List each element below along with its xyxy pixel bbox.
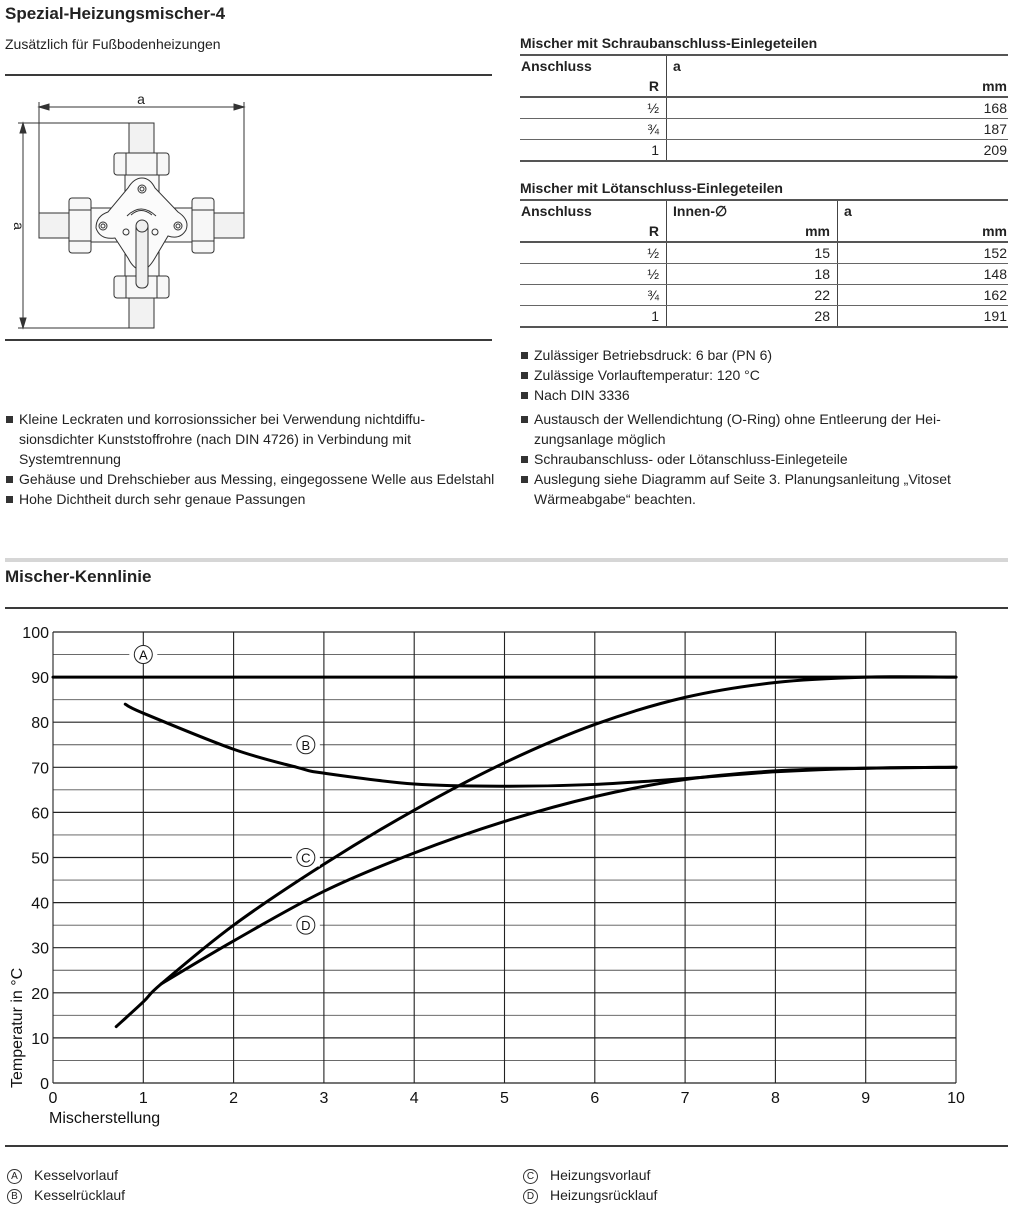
y-tick-label: 70 [31, 760, 49, 778]
y-tick-label: 50 [31, 850, 49, 868]
table-screw [520, 54, 1008, 162]
y-axis-label: Temperatur in °C [9, 967, 26, 1088]
col-unit-r: R [520, 221, 667, 242]
y-tick-label: 60 [31, 805, 49, 823]
cell-a: 168 [667, 97, 1009, 119]
x-tick-label: 8 [770, 1090, 780, 1107]
x-tick-label: 5 [500, 1090, 509, 1107]
x-tick-label: 7 [680, 1090, 690, 1107]
feature-item: Gehäuse und Drehschieber aus Messing, eingegossene Welle aus Edelstahl [5, 469, 497, 489]
y-tick-label: 0 [40, 1076, 49, 1093]
legend-label: Kesselrücklauf [34, 1187, 126, 1203]
col-header-innen-d: Innen-∅ [667, 200, 838, 221]
y-tick-label: 80 [31, 715, 49, 733]
col-unit-mm: mm [667, 76, 1009, 97]
x-tick-label: 2 [229, 1090, 239, 1107]
table-screw-title: Mischer mit Schraubanschluss-Einlegeteilen [520, 35, 818, 51]
y-tick-label: 20 [31, 985, 49, 1003]
divider [5, 74, 492, 76]
series-c-line [116, 677, 956, 1027]
feature-item: Schraubanschluss- oder Lötanschluss-Einlegeteile [520, 449, 1010, 469]
cell-r: ¾ [520, 119, 667, 140]
legend-item-a [7, 1167, 118, 1184]
cell-r: ½ [520, 264, 667, 285]
series-d-tag: D [301, 918, 311, 934]
cell-a: 162 [838, 285, 1009, 306]
col-header-anschluss: Anschluss [521, 58, 592, 74]
legend-item-d [523, 1187, 657, 1204]
chart-section-title: Mischer-Kennlinie [5, 567, 152, 586]
cell-a: 152 [838, 242, 1009, 264]
divider [5, 607, 1008, 609]
divider [5, 1145, 1008, 1147]
feature-item: Nach DIN 3336 [520, 385, 1010, 405]
x-tick-label: 3 [319, 1090, 329, 1107]
cell-a: 187 [667, 119, 1009, 140]
table-row [520, 119, 1008, 140]
feature-item: Auslegung siehe Diagramm auf Seite 3. Planungsanleitung „Vitoset Wärmeabgabe“ beachten. [520, 469, 1010, 509]
series-b-tag: B [301, 737, 311, 753]
col-header-a: a [838, 200, 1009, 221]
mixer-drawing-svg [0, 82, 270, 338]
page-title: Spezial-Heizungsmischer-4 [5, 4, 226, 23]
cell-a: 191 [838, 306, 1009, 328]
section-separator [5, 558, 1008, 562]
feature-item: Kleine Leckraten und korrosionssicher bei Verwendung nichtdiffu-sionsdichter Kunststoffrohre (nach DIN 4726) in Verbindung mit Systemtrennung [5, 409, 497, 469]
legend-marker-d: D [523, 1189, 538, 1204]
col-header-anschluss: Anschluss [521, 203, 592, 219]
table-row [520, 285, 1008, 306]
chart-svg [0, 615, 1013, 1135]
cell-r: 1 [651, 308, 659, 324]
x-tick-label: 6 [590, 1090, 600, 1107]
cell-a: 209 [667, 140, 1009, 162]
x-tick-label: 10 [947, 1090, 965, 1107]
cell-d: 18 [667, 264, 838, 285]
dim-label-a-horizontal: a [137, 91, 145, 107]
y-tick-label: 90 [31, 670, 49, 688]
feature-list-left [5, 409, 497, 509]
col-header-a: a [667, 55, 1009, 76]
dim-label-a-vertical: a [11, 222, 27, 230]
series-c-tag: C [301, 850, 311, 866]
feature-list-right [520, 345, 1010, 405]
table-solder-title: Mischer mit Lötanschluss-Einlegeteilen [520, 180, 783, 196]
legend-marker-b: B [7, 1189, 22, 1204]
cell-r: 1 [651, 142, 659, 158]
series-a-tag: A [138, 647, 148, 663]
x-axis-label: Mischerstellung [49, 1110, 161, 1127]
y-tick-label: 10 [31, 1030, 49, 1048]
x-tick-label: 9 [861, 1090, 871, 1107]
col-unit-mm: mm [667, 221, 838, 242]
feature-item: Hohe Dichtheit durch sehr genaue Passungen [5, 489, 497, 509]
y-tick-label: 40 [31, 895, 49, 913]
col-unit-mm: mm [838, 221, 1009, 242]
series-d-line [161, 767, 956, 983]
cell-d: 15 [667, 242, 838, 264]
table-row [520, 242, 1008, 264]
cell-d: 22 [667, 285, 838, 306]
feature-item: Zulässige Vorlauftemperatur: 120 °C [520, 365, 1010, 385]
mixer-dimension-drawing [0, 82, 270, 338]
legend-label: Heizungsrücklauf [550, 1187, 658, 1203]
table-row [520, 264, 1008, 285]
mixer-characteristic-chart [0, 615, 1013, 1135]
y-tick-label: 100 [22, 625, 49, 642]
cell-a: 148 [838, 264, 1009, 285]
cell-d: 28 [667, 306, 838, 328]
legend-label: Kesselvorlauf [34, 1167, 119, 1183]
feature-list-right-2 [520, 409, 1010, 509]
x-tick-label: 1 [138, 1090, 148, 1107]
legend-marker-a: A [7, 1169, 22, 1184]
legend-item-c [523, 1167, 650, 1184]
feature-item: Zulässiger Betriebsdruck: 6 bar (PN 6) [520, 345, 1010, 365]
table-row [520, 97, 1008, 119]
cell-r: ½ [520, 97, 667, 119]
legend-item-b [7, 1187, 125, 1204]
cell-r: ¾ [520, 285, 667, 306]
x-tick-label: 4 [409, 1090, 419, 1107]
legend-label: Heizungsvorlauf [550, 1167, 651, 1183]
cell-r: ½ [520, 242, 667, 264]
table-row [520, 140, 1008, 162]
feature-item: Austausch der Wellendichtung (O-Ring) ohne Entleerung der Hei-zungsanlage möglich [520, 409, 1010, 449]
page-subtitle: Zusätzlich für Fußbodenheizungen [5, 36, 221, 52]
legend-marker-c: C [523, 1169, 538, 1184]
x-tick-label: 0 [48, 1090, 58, 1107]
table-row [520, 306, 1008, 328]
y-tick-label: 30 [31, 940, 49, 958]
table-solder [520, 199, 1008, 328]
divider [5, 339, 492, 341]
col-unit-r: R [520, 76, 667, 97]
